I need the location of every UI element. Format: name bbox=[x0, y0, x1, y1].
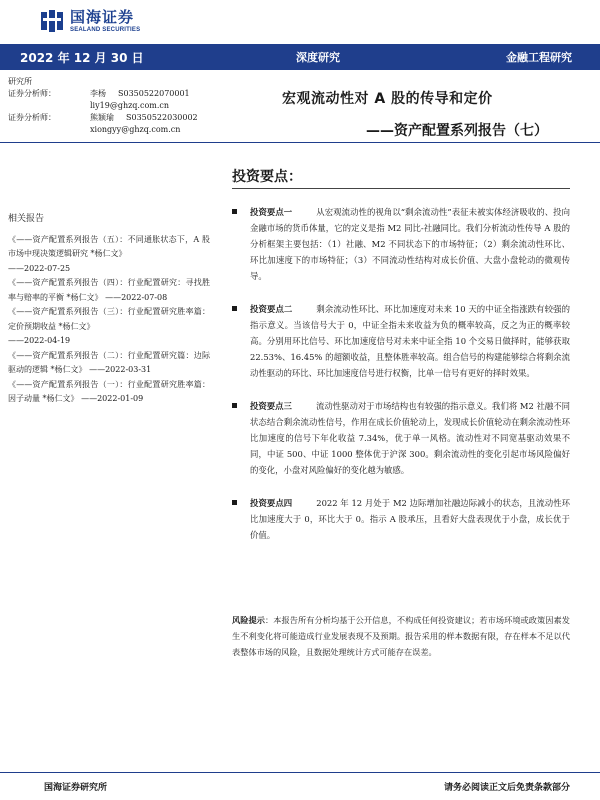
company-logo bbox=[40, 6, 140, 36]
report-title: 宏观流动性对 A 股的传导和定价 bbox=[282, 91, 493, 107]
analyst-label: 证券分析师： bbox=[8, 113, 56, 122]
analyst-code: S0350522070001 bbox=[118, 89, 190, 98]
related-report-item[interactable] bbox=[8, 349, 210, 378]
report-type: 深度研究 bbox=[296, 51, 340, 64]
analyst-info bbox=[8, 76, 198, 136]
related-report-date: ——2022-03-31 bbox=[89, 365, 152, 374]
section-divider bbox=[232, 188, 570, 189]
analyst-label: 证券分析师： bbox=[8, 89, 56, 98]
header-banner bbox=[0, 44, 600, 70]
related-report-title: 《——资产配置系列报告（三）：行业配置研究胜率篇：定价预期收益 *杨仁文》 bbox=[8, 307, 210, 331]
analyst-email[interactable]: xiongyy@ghzq.com.cn bbox=[90, 125, 181, 134]
point-text: 2022 年 12 月处于 M2 边际增加社融边际减小的状态，且流动性环比加速度大于 0，环比大于 0。指示 A 股承压，且看好大盘表现优于小盘，成长优于价值。 bbox=[250, 498, 571, 540]
related-report-title: 《——资产配置系列报告（二）：行业配置研究篇：边际驱动的逻辑 *杨仁文》 bbox=[8, 350, 210, 374]
analyst-email[interactable]: liy19@ghzq.com.cn bbox=[90, 101, 170, 110]
footer-disclaimer: 请务必阅读正文后免责条款部分 bbox=[443, 783, 570, 793]
bullet-icon bbox=[232, 301, 250, 381]
point-text: 从宏观流动性的视角以“剩余流动性”表征未被实体经济吸收的、投向金融市场的货币体量，它的定义是指 M2 同比-社融同比。我们分析流动性传导 A 股的分析框架主要包括：（1）社融、M2 不同状态下的市场特征；（2）剩余流动性环比、环比加速度下的市场特征；（3）不同流动性结构对成长价值、大盘小盘轮动的微观传导。 bbox=[250, 207, 571, 281]
report-department: 金融工程研究 bbox=[506, 51, 572, 64]
related-reports bbox=[8, 212, 210, 407]
analyst-code: S0350522030002 bbox=[126, 113, 198, 122]
research-dept-label: 研究所 bbox=[8, 77, 32, 86]
logo-icon bbox=[40, 9, 64, 33]
point-heading: 投资要点二 bbox=[250, 304, 293, 314]
related-reports-heading: 相关报告 bbox=[8, 214, 45, 224]
investment-point bbox=[232, 398, 570, 478]
header-divider bbox=[0, 142, 600, 143]
point-text: 流动性驱动对于市场结构也有较强的指示意义。我们将 M2 社融不同状态结合剩余流动性信号，作用在成长价值轮动上，发现成长价值轮动在剩余流动性环比加速度的信号下年化收益 7.34%，优于单一风格。流动性对不同宽基驱动效果不同，中证 500、中证 1000 整体优于沪深 300。剩余流动性的变化引起市场风险偏好的变化，小盘对风险偏好的变化越为敏感。 bbox=[250, 401, 570, 475]
point-heading: 投资要点三 bbox=[250, 401, 292, 411]
logo-name-cn: 国海证券 bbox=[70, 7, 135, 26]
related-report-date: ——2022-04-19 bbox=[8, 336, 71, 345]
logo-name-en: SEALAND SECURITIES bbox=[70, 26, 141, 33]
footer-divider bbox=[0, 772, 600, 773]
related-report-item[interactable] bbox=[8, 378, 210, 407]
related-report-title: 《——资产配置系列报告（四）：行业配置研究：寻找胜率与赔率的平衡 *杨仁文》 bbox=[8, 278, 210, 302]
report-date: 2022 年 12 月 30 日 bbox=[20, 50, 144, 65]
related-report-item[interactable] bbox=[8, 276, 210, 305]
related-report-title: 《——资产配置系列报告（五）：不同通胀状态下，A 股市场中现决策逻辑研究 *杨仁文》 bbox=[8, 234, 210, 258]
report-subtitle: ——资产配置系列报告（七） bbox=[366, 123, 548, 139]
bullet-icon bbox=[232, 495, 250, 543]
related-report-date: ——2022-07-25 bbox=[8, 263, 71, 273]
point-heading: 投资要点一 bbox=[250, 207, 293, 217]
bullet-icon bbox=[232, 398, 250, 478]
bullet-icon bbox=[232, 204, 250, 284]
analyst-name: 李杨 bbox=[90, 89, 106, 98]
risk-warning: 风险提示：本报告所有分析均基于公开信息，不构成任何投资建议；若市场环境或政策因素发生不利变化将可能造成行业发展表现不及预期。报告采用的样本数据有限，存在样本不足以代表整体市场的风险，且数据处理统计方式可能存在误差。 bbox=[232, 615, 570, 657]
footer-institute: 国海证券研究所 bbox=[44, 783, 108, 793]
risk-heading: 风险提示 bbox=[232, 615, 265, 625]
related-report-date: ——2022-01-09 bbox=[81, 394, 144, 403]
section-title: 投资要点： bbox=[232, 169, 302, 185]
risk-text: 本报告所有分析均基于公开信息，不构成任何投资建议；若市场环境或政策因素发生不利变化将可能造成行业发展表现不及预期。报告采用的样本数据有限，存在样本不足以代表整体市场的风险，且数据处理统计方式可能存在误差。 bbox=[232, 615, 570, 657]
point-text: 剩余流动性环比、环比加速度对未来 10 天的中证全指涨跌有较强的指示意义。当该信号大于 0，中证全指未来收益为负的概率较高，反之为正的概率较高。分别用环比信号、环比加速度信号对未来中证全指 10 个交易日做择时，能够获取 22.53%、16.45% 的超额收益，且整体胜率较高。组合信号的构建能够综合将剩余流动性驱动的环比、环比加速度信号进行权衡，比单一信号有更好的择时效果。 bbox=[250, 304, 571, 378]
investment-points bbox=[232, 204, 570, 560]
analyst-name: 熊颖瑜 bbox=[90, 113, 114, 122]
investment-point bbox=[232, 495, 570, 543]
related-report-date: ——2022-07-08 bbox=[105, 292, 168, 302]
related-report-item[interactable] bbox=[8, 305, 210, 349]
related-report-title: 《——资产配置系列报告（一）：行业配置研究胜率篇：因子动量 *杨仁文》 bbox=[8, 379, 210, 403]
investment-point bbox=[232, 204, 570, 284]
point-heading: 投资要点四 bbox=[250, 498, 293, 508]
related-report-item[interactable] bbox=[8, 233, 210, 277]
investment-point bbox=[232, 301, 570, 381]
